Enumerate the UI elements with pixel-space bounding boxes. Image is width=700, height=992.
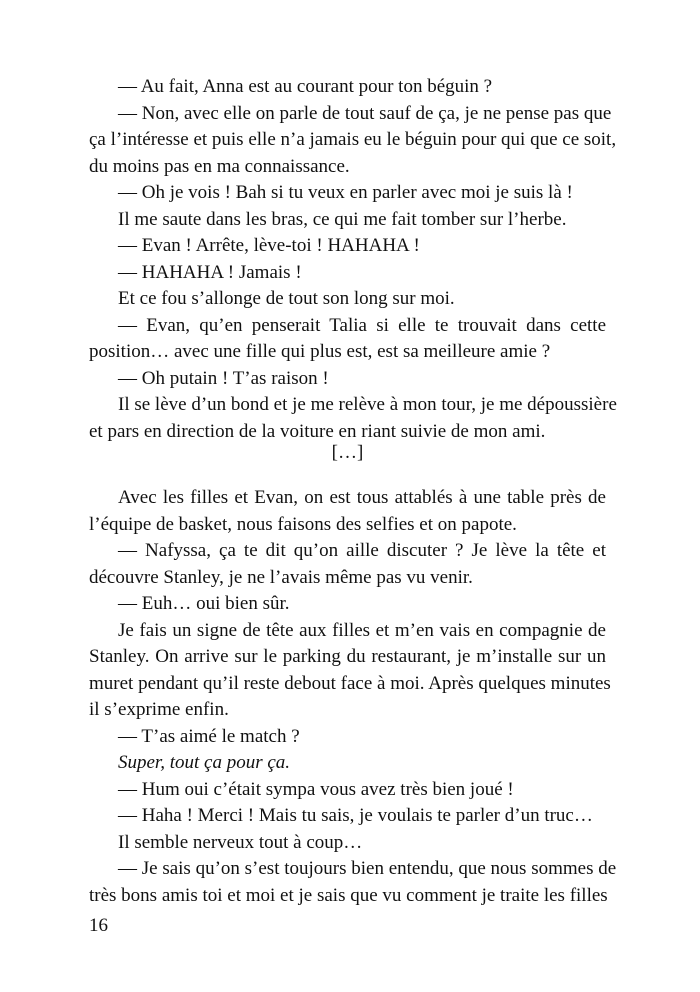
text-line: — Nafyssa, ça te dit qu’on aille discuter ? Je lève la tête et bbox=[118, 540, 606, 561]
text-line: Il se lève d’un bond et je me relève à mon tour, je me dépoussière bbox=[118, 394, 617, 415]
page-number: 16 bbox=[89, 915, 108, 936]
text-line: — Hum oui c’était sympa vous avez très bien joué ! bbox=[118, 778, 514, 800]
text-line: Stanley. On arrive sur le parking du restaurant, je m’installe sur un bbox=[89, 646, 606, 667]
text-line: du moins pas en ma connaissance. bbox=[89, 155, 350, 177]
text-line: Je fais un signe de tête aux filles et m’en vais en compagnie de bbox=[118, 619, 606, 641]
text-line: Il semble nerveux tout à coup… bbox=[118, 831, 363, 853]
text-line: — Euh… oui bien sûr. bbox=[118, 593, 290, 614]
text-line: découvre Stanley, je ne l’avais même pas vu venir. bbox=[89, 566, 473, 588]
text-line: Avec les filles et Evan, on est tous attablés à une table près de bbox=[118, 487, 606, 508]
text-line: Et ce fou s’allonge de tout son long sur moi. bbox=[118, 288, 455, 309]
text-line: — T’as aimé le match ? bbox=[118, 725, 300, 747]
text-line: — Oh putain ! T’as raison ! bbox=[118, 367, 329, 389]
text-line: l’équipe de basket, nous faisons des selfies et on papote. bbox=[89, 513, 517, 535]
text-line: — Au fait, Anna est au courant pour ton béguin ? bbox=[118, 76, 493, 97]
text-line: position… avec une fille qui plus est, est sa meilleure amie ? bbox=[89, 341, 551, 362]
text-line: très bons amis toi et moi et je sais que vu comment je traite les filles bbox=[89, 884, 608, 906]
text-line: — Evan, qu’en penserait Talia si elle te trouvait dans cette bbox=[118, 314, 606, 336]
text-line: Il me saute dans les bras, ce qui me fait tomber sur l’herbe. bbox=[118, 208, 567, 230]
text-line-italic: Super, tout ça pour ça. bbox=[118, 752, 291, 773]
text-line: ça l’intéresse et puis elle n’a jamais eu le béguin pour qui que ce soit, bbox=[89, 129, 617, 150]
text-line: il s’exprime enfin. bbox=[89, 699, 229, 720]
text-line: — Oh je vois ! Bah si tu veux en parler avec moi je suis là ! bbox=[118, 182, 573, 203]
text-line: — Je sais qu’on s’est toujours bien entendu, que nous sommes de bbox=[118, 858, 617, 879]
section-separator: […] bbox=[331, 442, 364, 463]
text-line: et pars en direction de la voiture en riant suivie de mon ami. bbox=[89, 420, 546, 442]
text-line: — HAHAHA ! Jamais ! bbox=[118, 261, 302, 283]
text-line: — Haha ! Merci ! Mais tu sais, je voulais te parler d’un truc… bbox=[118, 805, 593, 826]
text-line: — Evan ! Arrête, lève-toi ! HAHAHA ! bbox=[118, 235, 420, 256]
text-section-1 bbox=[89, 74, 617, 445]
text-section-2 bbox=[89, 485, 617, 909]
text-line: — Non, avec elle on parle de tout sauf de ça, je ne pense pas que bbox=[118, 102, 612, 124]
text-line: muret pendant qu’il reste debout face à moi. Après quelques minutes bbox=[89, 672, 611, 694]
